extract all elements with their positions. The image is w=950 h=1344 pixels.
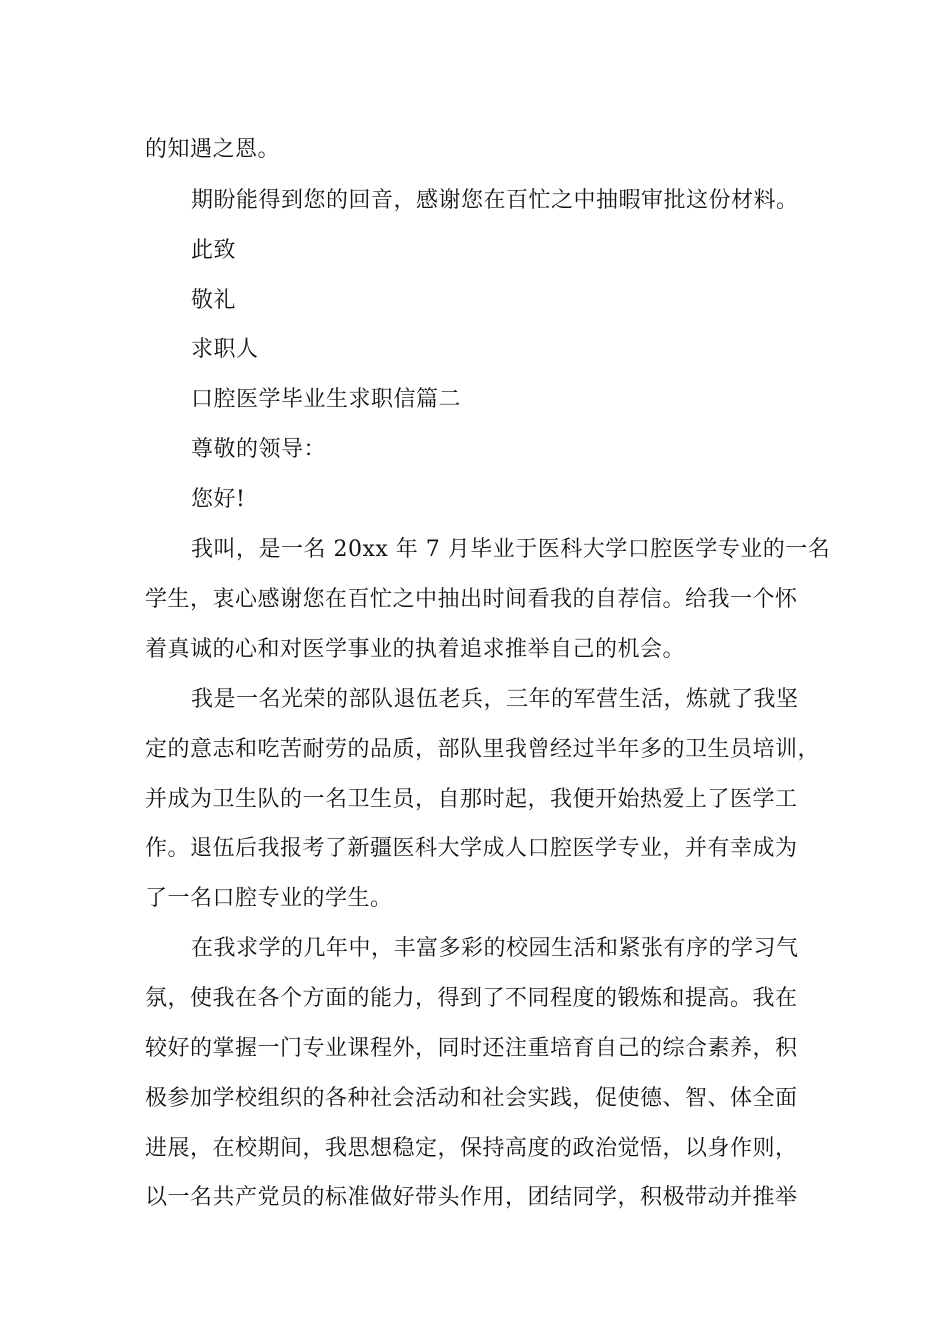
- text-line: 期盼能得到您的回音，感谢您在百忙之中抽暇审批这份材料。: [191, 188, 799, 213]
- text-line: 此致: [191, 238, 237, 263]
- text-line: 的知遇之恩。: [145, 137, 281, 162]
- text-line: 氛，使我在各个方面的能力，得到了不同程度的锻炼和提高。我在: [145, 986, 798, 1011]
- text-line: 定的意志和吃苦耐劳的品质，部队里我曾经过半年多的卫生员培训，: [145, 737, 821, 762]
- section-title: 口腔医学毕业生求职信篇二: [191, 387, 462, 412]
- text-line: 以一名共产党员的标准做好带头作用，团结同学，积极带动并推举: [145, 1185, 798, 1210]
- text-line: 了一名口腔专业的学生。: [145, 886, 393, 911]
- text-line: 在我求学的几年中，丰富多彩的校园生活和紧张有序的学习气: [191, 936, 799, 961]
- text-line: 并成为卫生队的一名卫生员，自那时起，我便开始热爱上了医学工: [145, 787, 798, 812]
- text-line: 敬礼: [191, 288, 237, 313]
- text-line: 着真诚的心和对医学事业的执着追求推举自己的机会。: [145, 637, 686, 662]
- text-line: 作。退伍后我报考了新疆医科大学成人口腔医学专业，并有幸成为: [145, 836, 798, 861]
- text-line: 进展，在校期间，我思想稳定，保持高度的政治觉悟，以身作则，: [145, 1136, 798, 1161]
- text-line: 极参加学校组织的各种社会活动和社会实践，促使德、智、体全面: [145, 1086, 798, 1111]
- text-line: 我是一名光荣的部队退伍老兵，三年的军营生活，炼就了我坚: [191, 687, 799, 712]
- salutation: 尊敬的领导：: [191, 437, 327, 462]
- text-line: 求职人: [191, 337, 259, 362]
- text-line: 学生，衷心感谢您在百忙之中抽出时间看我的自荐信。给我一个怀: [145, 587, 798, 612]
- text-line: 我叫，是一名 20xx 年 7 月毕业于医科大学口腔医学专业的一名: [191, 537, 831, 562]
- text-line: 较好的掌握一门专业课程外，同时还注重培育自己的综合素养，积: [145, 1036, 798, 1061]
- greeting: 您好!: [191, 487, 246, 512]
